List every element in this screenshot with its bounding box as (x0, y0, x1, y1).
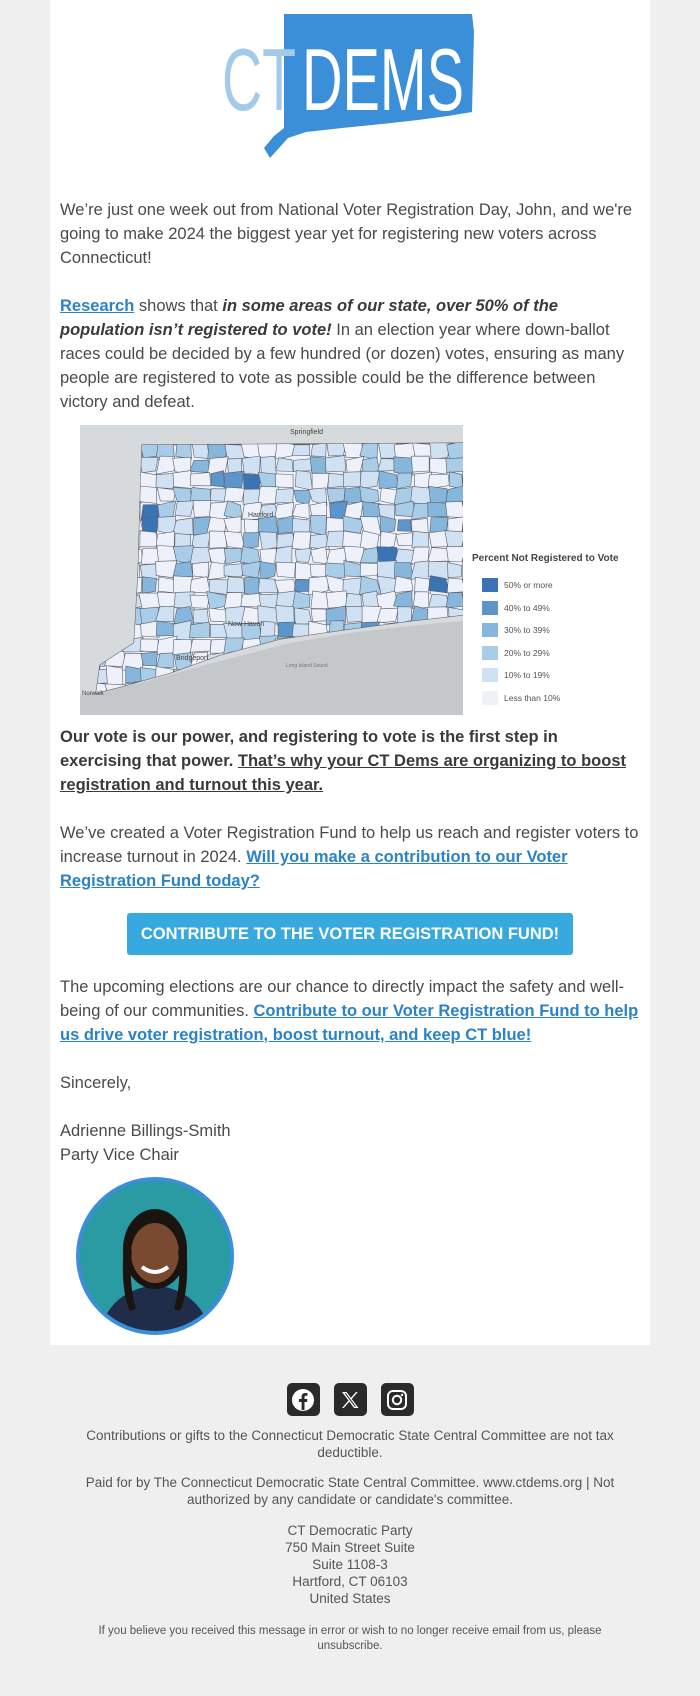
map-label-longisland: Long Island Sound (286, 663, 328, 669)
town-region (190, 472, 211, 485)
voter-registration-map (80, 425, 463, 715)
town-region (446, 592, 463, 608)
instagram-icon[interactable] (381, 1383, 414, 1416)
legend-rows (472, 574, 642, 709)
town-region (157, 488, 176, 502)
town-region (377, 608, 399, 623)
power-paragraph (60, 725, 640, 797)
research-mid: shows that (134, 297, 223, 315)
power-underline-text: That’s why your CT Dems are organizing to boost registration and turnout this year. (60, 752, 626, 794)
legend-label: 10% to 19% (504, 670, 550, 681)
town-region (293, 459, 312, 472)
fund-text: We’ve created a Voter Registration Fund to help us reach and register voters to increase turnout in 2024. (60, 824, 639, 866)
town-region (310, 534, 330, 550)
town-region (429, 531, 448, 548)
town-region (276, 458, 294, 472)
town-region (396, 533, 413, 546)
town-region (175, 501, 194, 516)
town-region (106, 666, 123, 685)
fund-paragraph (60, 821, 640, 893)
contribute-button[interactable]: CONTRIBUTE TO THE VOTER REGISTRATION FUND! (127, 913, 573, 955)
map-label-bridgeport: Bridgeport (176, 655, 209, 662)
elections-text: The upcoming elections are our chance to directly impact the safety and well-being of our communities. (60, 978, 625, 1020)
legend-swatch (482, 578, 498, 592)
town-region (430, 517, 448, 532)
address-line-2: Suite 1108-3 (312, 1557, 388, 1572)
legend-swatch (482, 646, 498, 660)
town-region (241, 593, 261, 607)
town-region (156, 473, 175, 488)
tax-note: Contributions or gifts to the Connecticut Democratic State Central Committee are not tax deductible. (86, 1428, 614, 1460)
social-links (0, 1383, 700, 1416)
legend-swatch (482, 623, 498, 637)
address-line-1: 750 Main Street Suite (285, 1540, 415, 1555)
legend-item (472, 597, 642, 620)
town-region (224, 592, 242, 608)
town-region (209, 608, 228, 622)
legend-label: 40% to 49% (504, 602, 550, 613)
town-region (209, 579, 228, 594)
legend-label: 30% to 39% (504, 625, 550, 636)
town-region (430, 441, 450, 460)
town-region (275, 489, 293, 503)
legend-label: Less than 10% (504, 692, 561, 703)
map-label-springfield: Springfield (290, 429, 324, 436)
ct-dems-logo (222, 12, 474, 158)
elections-link[interactable]: Contribute to our Voter Registration Fund to help us drive voter registration, boost turnout, and keep CT blue! (60, 1002, 639, 1044)
signoff-text: Sincerely, (60, 1074, 132, 1092)
town-region (224, 487, 245, 502)
town-region (276, 562, 296, 578)
town-region (176, 443, 192, 459)
legend-item (472, 574, 642, 597)
town-region (244, 577, 259, 595)
town-region (294, 580, 311, 592)
town-region (261, 456, 277, 475)
town-region (190, 547, 210, 564)
legend-swatch (482, 668, 498, 682)
map-label-hartford: Hartford (248, 512, 274, 519)
town-region (142, 577, 156, 593)
town-region (295, 548, 311, 562)
town-region (311, 443, 326, 457)
signer-avatar (76, 1177, 234, 1335)
town-region (193, 501, 211, 518)
signature-block (60, 1119, 640, 1167)
town-region (448, 563, 462, 578)
town-region (275, 474, 293, 488)
town-region (326, 563, 347, 578)
research-link[interactable]: Research (60, 297, 135, 315)
town-region (190, 595, 210, 608)
research-paragraph (60, 294, 640, 414)
town-region (310, 516, 326, 536)
town-region (292, 532, 311, 550)
town-region (224, 471, 244, 488)
town-region (397, 520, 411, 532)
town-region (190, 622, 210, 638)
logo-text-ct: CT (222, 30, 296, 129)
town-region (156, 621, 176, 636)
legend-title: Percent Not Registered to Vote (472, 553, 619, 564)
town-region (362, 457, 379, 472)
legend-label: 20% to 29% (504, 647, 550, 658)
avatar-illustration (80, 1181, 230, 1331)
research-emphasis: in some areas of our state, over 50% of the population isn’t registered to vote! (60, 297, 558, 339)
town-region (190, 639, 211, 652)
elections-paragraph (60, 975, 640, 1047)
address-city: Hartford, CT 06103 (292, 1574, 408, 1589)
legend-swatch (482, 691, 498, 705)
town-region (211, 471, 225, 487)
town-region (259, 532, 277, 550)
legend-item (472, 642, 642, 665)
town-region (292, 445, 310, 456)
map-label-norwalk: Norwalk (82, 691, 104, 697)
map-svg (80, 425, 463, 715)
town-region (311, 547, 328, 564)
signer-title: Party Vice Chair (60, 1146, 179, 1164)
signoff (60, 1071, 640, 1095)
town-region (209, 531, 227, 548)
town-region (326, 456, 346, 473)
town-region (326, 591, 347, 608)
legend-swatch (482, 601, 498, 615)
town-region (190, 460, 211, 472)
intro-text: We’re just one week out from National Voter Registration Day, John, and we're going to make 2024 the biggest year yet for registering new voters across Connecticut! (60, 201, 633, 267)
map-legend (472, 553, 642, 709)
logo-text-dems: DEMS (302, 30, 464, 129)
town-region (397, 473, 412, 489)
town-region (327, 488, 345, 503)
town-region (447, 578, 463, 593)
town-region (275, 502, 294, 518)
research-rest: In an election year where down-ballot races could be decided by a few hundred (or dozen) votes, ensuring as many people are registered to vote as possible could be the difference between victory and defeat. (60, 321, 625, 411)
paid-for-disclaimer: Paid for by The Connecticut Democratic State Central Committee. www.ctdems.org | Not authorized by any candidate or candidate's committee. (85, 1475, 615, 1507)
town-region (446, 546, 463, 561)
town-region (394, 457, 413, 475)
map-label-newhaven: New Haven (228, 621, 265, 628)
facebook-icon[interactable] (287, 1383, 320, 1416)
org-name: CT Democratic Party (287, 1523, 413, 1538)
town-region (445, 501, 463, 518)
town-region (227, 577, 244, 593)
intro-paragraph (60, 198, 640, 270)
signer-name: Adrienne Billings-Smith (60, 1122, 231, 1140)
town-region (343, 472, 361, 487)
town-region (193, 562, 209, 577)
town-region (140, 531, 158, 547)
org-address (70, 1522, 630, 1607)
town-region (140, 457, 158, 473)
town-region (193, 609, 209, 623)
town-region (141, 652, 158, 666)
town-region (346, 606, 364, 622)
legend-item (472, 619, 642, 642)
legend-label: 50% or more (504, 580, 553, 591)
legend-item (472, 687, 642, 710)
town-region (208, 562, 226, 580)
town-region (140, 639, 158, 652)
x-icon[interactable] (334, 1383, 367, 1416)
power-bold-text: Our vote is our power, and registering to vote is the first step in exercising that power. (60, 728, 558, 770)
town-region (412, 518, 429, 533)
legend-item (472, 664, 642, 687)
town-region (243, 533, 259, 549)
fund-link[interactable]: Will you make a contribution to our Voter Registration Fund today? (60, 848, 568, 890)
town-region (243, 474, 261, 490)
town-region (312, 473, 330, 489)
address-country: United States (309, 1591, 391, 1606)
town-region (446, 458, 463, 473)
town-region (190, 577, 210, 594)
unsubscribe-note[interactable]: If you believe you received this message in error or wish to no longer receive email from us, please unsubscribe. (98, 1625, 602, 1652)
town-region (242, 456, 260, 475)
town-region (411, 456, 429, 472)
town-region (360, 471, 380, 488)
town-region (412, 531, 429, 548)
town-region (139, 486, 157, 503)
